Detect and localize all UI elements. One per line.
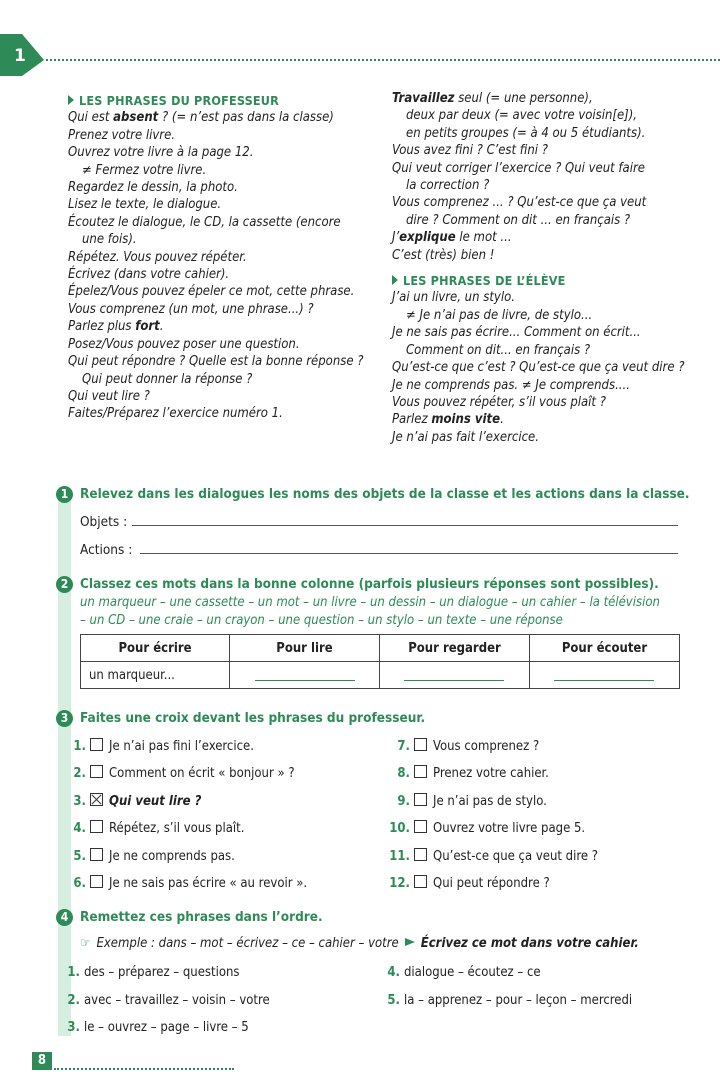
checkbox[interactable]	[90, 765, 103, 778]
item-number: 4.	[73, 821, 86, 837]
item-text: dialogue – écoutez – ce	[404, 965, 541, 980]
prof-line: Qui est absent ? (= n’est pas dans la classe)	[68, 110, 334, 126]
item-text: Prenez votre cahier.	[433, 766, 549, 782]
item-number: 1.	[67, 965, 80, 980]
prof2-line: C’est (très) bien !	[392, 247, 495, 263]
item-number: 4.	[387, 965, 400, 980]
item-text: Qui veut lire ?	[109, 793, 202, 809]
checkbox[interactable]	[90, 820, 103, 833]
checklist-item	[60, 820, 244, 836]
unit-number: 1	[14, 46, 26, 66]
prof2-line: la correction ?	[406, 178, 490, 194]
prof-line: Lisez le texte, le dialogue.	[68, 197, 222, 213]
prof2-line: Vous comprenez ... ? Qu’est-ce que ça veut	[392, 195, 647, 211]
header-dotted-rule	[46, 59, 720, 61]
prof2-line: Qui veut corriger l’exercice ? Qui veut faire	[392, 160, 645, 176]
item-number: 5.	[387, 992, 400, 1008]
prof-line: Regardez le dessin, la photo.	[68, 180, 238, 196]
prof-line: Qui veut lire ?	[68, 388, 150, 404]
item-text: Qui peut répondre ?	[433, 876, 550, 891]
prof-line: Écoutez le dialogue, le CD, la cassette (encore	[68, 214, 341, 230]
prof-line: Posez/Vous pouvez poser une question.	[68, 336, 300, 352]
checkbox[interactable]	[90, 738, 103, 751]
item-number: 6.	[73, 876, 86, 891]
item-text: Comment on écrit « bonjour » ?	[109, 766, 295, 782]
item-text: le – ouvrez – page – livre – 5	[84, 1020, 249, 1035]
eleve-line: Qu’est-ce que c’est ? Qu’est-ce que ça veut dire ?	[392, 360, 685, 376]
prof-line: Qui peut donner la réponse ?	[82, 371, 253, 387]
table-cell-example: un marqueur...	[81, 662, 230, 689]
checklist-item	[60, 793, 201, 809]
checklist-item	[384, 820, 585, 836]
objets-answer-line[interactable]	[132, 525, 678, 526]
eleve-line: ≠ Je n’ai pas de livre, de stylo...	[406, 307, 593, 323]
prof-line: Répétez. Vous pouvez répéter.	[68, 249, 247, 265]
checklist-item	[60, 875, 307, 891]
reorder-item	[54, 993, 270, 1008]
triangle-bullet-icon	[68, 95, 74, 105]
item-number: 2.	[67, 992, 80, 1008]
exercise-3-title: Faites une croix devant les phrases du professeur.	[80, 710, 426, 726]
prof2-line: Travaillez seul (= une personne),	[392, 91, 593, 106]
exercise-3-number: 3	[56, 710, 73, 727]
item-text: Ouvrez votre livre page 5.	[433, 821, 586, 837]
arrow-right-icon	[405, 938, 415, 946]
prof-phrases-column	[68, 92, 388, 423]
prof-line: Épelez/Vous pouvez épeler ce mot, cette phrase.	[68, 284, 355, 300]
footer-dotted-rule	[54, 1068, 234, 1070]
item-number: 7.	[397, 739, 410, 754]
eleve-line: Parlez moins vite.	[392, 412, 504, 428]
table-header: Pour regarder	[380, 635, 530, 662]
checkbox[interactable]	[414, 820, 427, 833]
item-text: Je ne sais pas écrire « au revoir ».	[109, 876, 308, 891]
checklist-item	[60, 738, 254, 754]
checkbox[interactable]	[414, 738, 427, 751]
exercise-2-title: Classez ces mots dans la bonne colonne (parfois plusieurs réponses sont possibles).	[80, 576, 659, 592]
unit-tab	[0, 34, 44, 76]
exercise-4-number: 4	[56, 909, 73, 926]
prof-line: Vous comprenez (un mot, une phrase...) ?	[68, 301, 314, 317]
checkbox[interactable]	[90, 875, 103, 888]
exercise-2-words-line2: – un CD – une craie – un crayon – une question – un stylo – un texte – une réponse	[80, 613, 563, 628]
reorder-item	[374, 993, 632, 1008]
table-cell-answer[interactable]	[230, 662, 380, 689]
item-text: Je ne comprends pas.	[109, 848, 235, 864]
item-text: Qu’est-ce que ça veut dire ?	[433, 848, 598, 864]
table-cell-answer[interactable]	[380, 662, 530, 689]
triangle-bullet-icon	[392, 275, 398, 285]
pointing-hand-icon: ☞	[80, 936, 91, 951]
item-number: 1.	[73, 739, 86, 754]
page-number: 8	[32, 1052, 52, 1070]
checklist-item	[384, 793, 547, 809]
table-cell-answer[interactable]	[529, 662, 679, 689]
prof-line: Parlez plus fort.	[68, 319, 164, 335]
eleve-line: Vous pouvez répéter, s’il vous plaît ?	[392, 394, 606, 410]
prof-line: une fois).	[82, 232, 137, 248]
checklist-item	[60, 848, 235, 864]
checkbox[interactable]	[414, 848, 427, 861]
right-phrases-column	[392, 90, 712, 446]
item-text: la – apprenez – pour – leçon – mercredi	[404, 992, 633, 1008]
prof2-line: Vous avez fini ? C’est fini ?	[392, 143, 548, 159]
prof-line: Qui peut répondre ? Quelle est la bonne réponse ?	[68, 354, 364, 370]
item-number: 5.	[73, 848, 86, 864]
table-header-row	[81, 635, 680, 662]
item-text: Vous comprenez ?	[433, 739, 540, 754]
checkbox[interactable]	[90, 848, 103, 861]
eleve-line: Je n’ai pas fait l’exercice.	[392, 429, 539, 445]
prof2-line: en petits groupes (= à 4 ou 5 étudiants).	[406, 125, 646, 141]
eleve-section-title: LES PHRASES DE L’ÉLÈVE	[392, 272, 712, 289]
checkbox[interactable]	[414, 765, 427, 778]
item-number: 10.	[389, 821, 410, 837]
checkbox[interactable]	[414, 875, 427, 888]
prof-line: Faites/Préparez l’exercice numéro 1.	[68, 406, 283, 422]
checkbox[interactable]	[90, 793, 103, 806]
checkbox[interactable]	[414, 793, 427, 806]
actions-label: Actions :	[80, 542, 133, 558]
exercise-2-words-line1: un marqueur – une cassette – un mot – un livre – un dessin – un dialogue – un cahier – la télévision	[80, 595, 660, 610]
prof-section-title: LES PHRASES DU PROFESSEUR	[68, 92, 388, 109]
prof-line: ≠ Fermez votre livre.	[82, 162, 207, 178]
table-header: Pour écrire	[81, 635, 230, 662]
table-row	[81, 662, 680, 689]
objets-label: Objets :	[80, 514, 128, 530]
prof2-line: J’explique le mot ...	[392, 230, 512, 246]
checklist-item	[384, 875, 550, 891]
exercise-4-title: Remettez ces phrases dans l’ordre.	[80, 909, 323, 925]
prof-line: Ouvrez votre livre à la page 12.	[68, 145, 254, 161]
item-number: 3.	[67, 1020, 80, 1035]
item-text: Je n’ai pas fini l’exercice.	[109, 739, 254, 754]
checklist-item	[60, 765, 295, 781]
checklist-item	[384, 765, 549, 781]
word-classification-table	[80, 634, 680, 689]
item-text: Répétez, s’il vous plaît.	[109, 821, 245, 837]
actions-answer-line[interactable]	[140, 553, 678, 554]
table-header: Pour écouter	[529, 635, 679, 662]
item-number: 9.	[397, 793, 410, 809]
item-number: 12.	[389, 876, 410, 891]
item-text: Je n’ai pas de stylo.	[433, 793, 547, 809]
eleve-line: Comment on dit... en français ?	[406, 342, 591, 358]
exercise-4-example: ☞ Exemple : dans – mot – écrivez – ce – cahier – votre Écrivez ce mot dans votre cahier.	[80, 936, 639, 951]
checklist-item	[384, 848, 598, 864]
eleve-line: Je ne comprends pas. ≠ Je comprends....	[392, 377, 630, 393]
reorder-item	[54, 1020, 249, 1035]
eleve-line: Je ne sais pas écrire... Comment on écrit...	[392, 325, 641, 341]
exercise-1-number: 1	[56, 486, 73, 503]
prof-line: Écrivez (dans votre cahier).	[68, 267, 230, 283]
reorder-item	[374, 965, 541, 980]
item-number: 2.	[73, 766, 86, 782]
prof2-line: deux par deux (= avec votre voisin[e]),	[406, 108, 638, 124]
item-number: 8.	[397, 766, 410, 782]
exercise-2-number: 2	[56, 576, 73, 593]
exercise-1-title: Relevez dans les dialogues les noms des objets de la classe et les actions dans la classe.	[80, 486, 690, 502]
item-text: des – préparez – questions	[84, 965, 240, 980]
reorder-item	[54, 965, 240, 980]
eleve-line: J’ai un livre, un stylo.	[392, 290, 515, 306]
item-text: avec – travaillez – voisin – votre	[84, 992, 270, 1008]
item-number: 11.	[389, 848, 410, 864]
prof-line: Prenez votre livre.	[68, 127, 176, 143]
checklist-item	[384, 738, 539, 754]
prof2-line: dire ? Comment on dit ... en français ?	[406, 212, 631, 228]
item-number: 3.	[73, 793, 86, 809]
table-header: Pour lire	[230, 635, 380, 662]
